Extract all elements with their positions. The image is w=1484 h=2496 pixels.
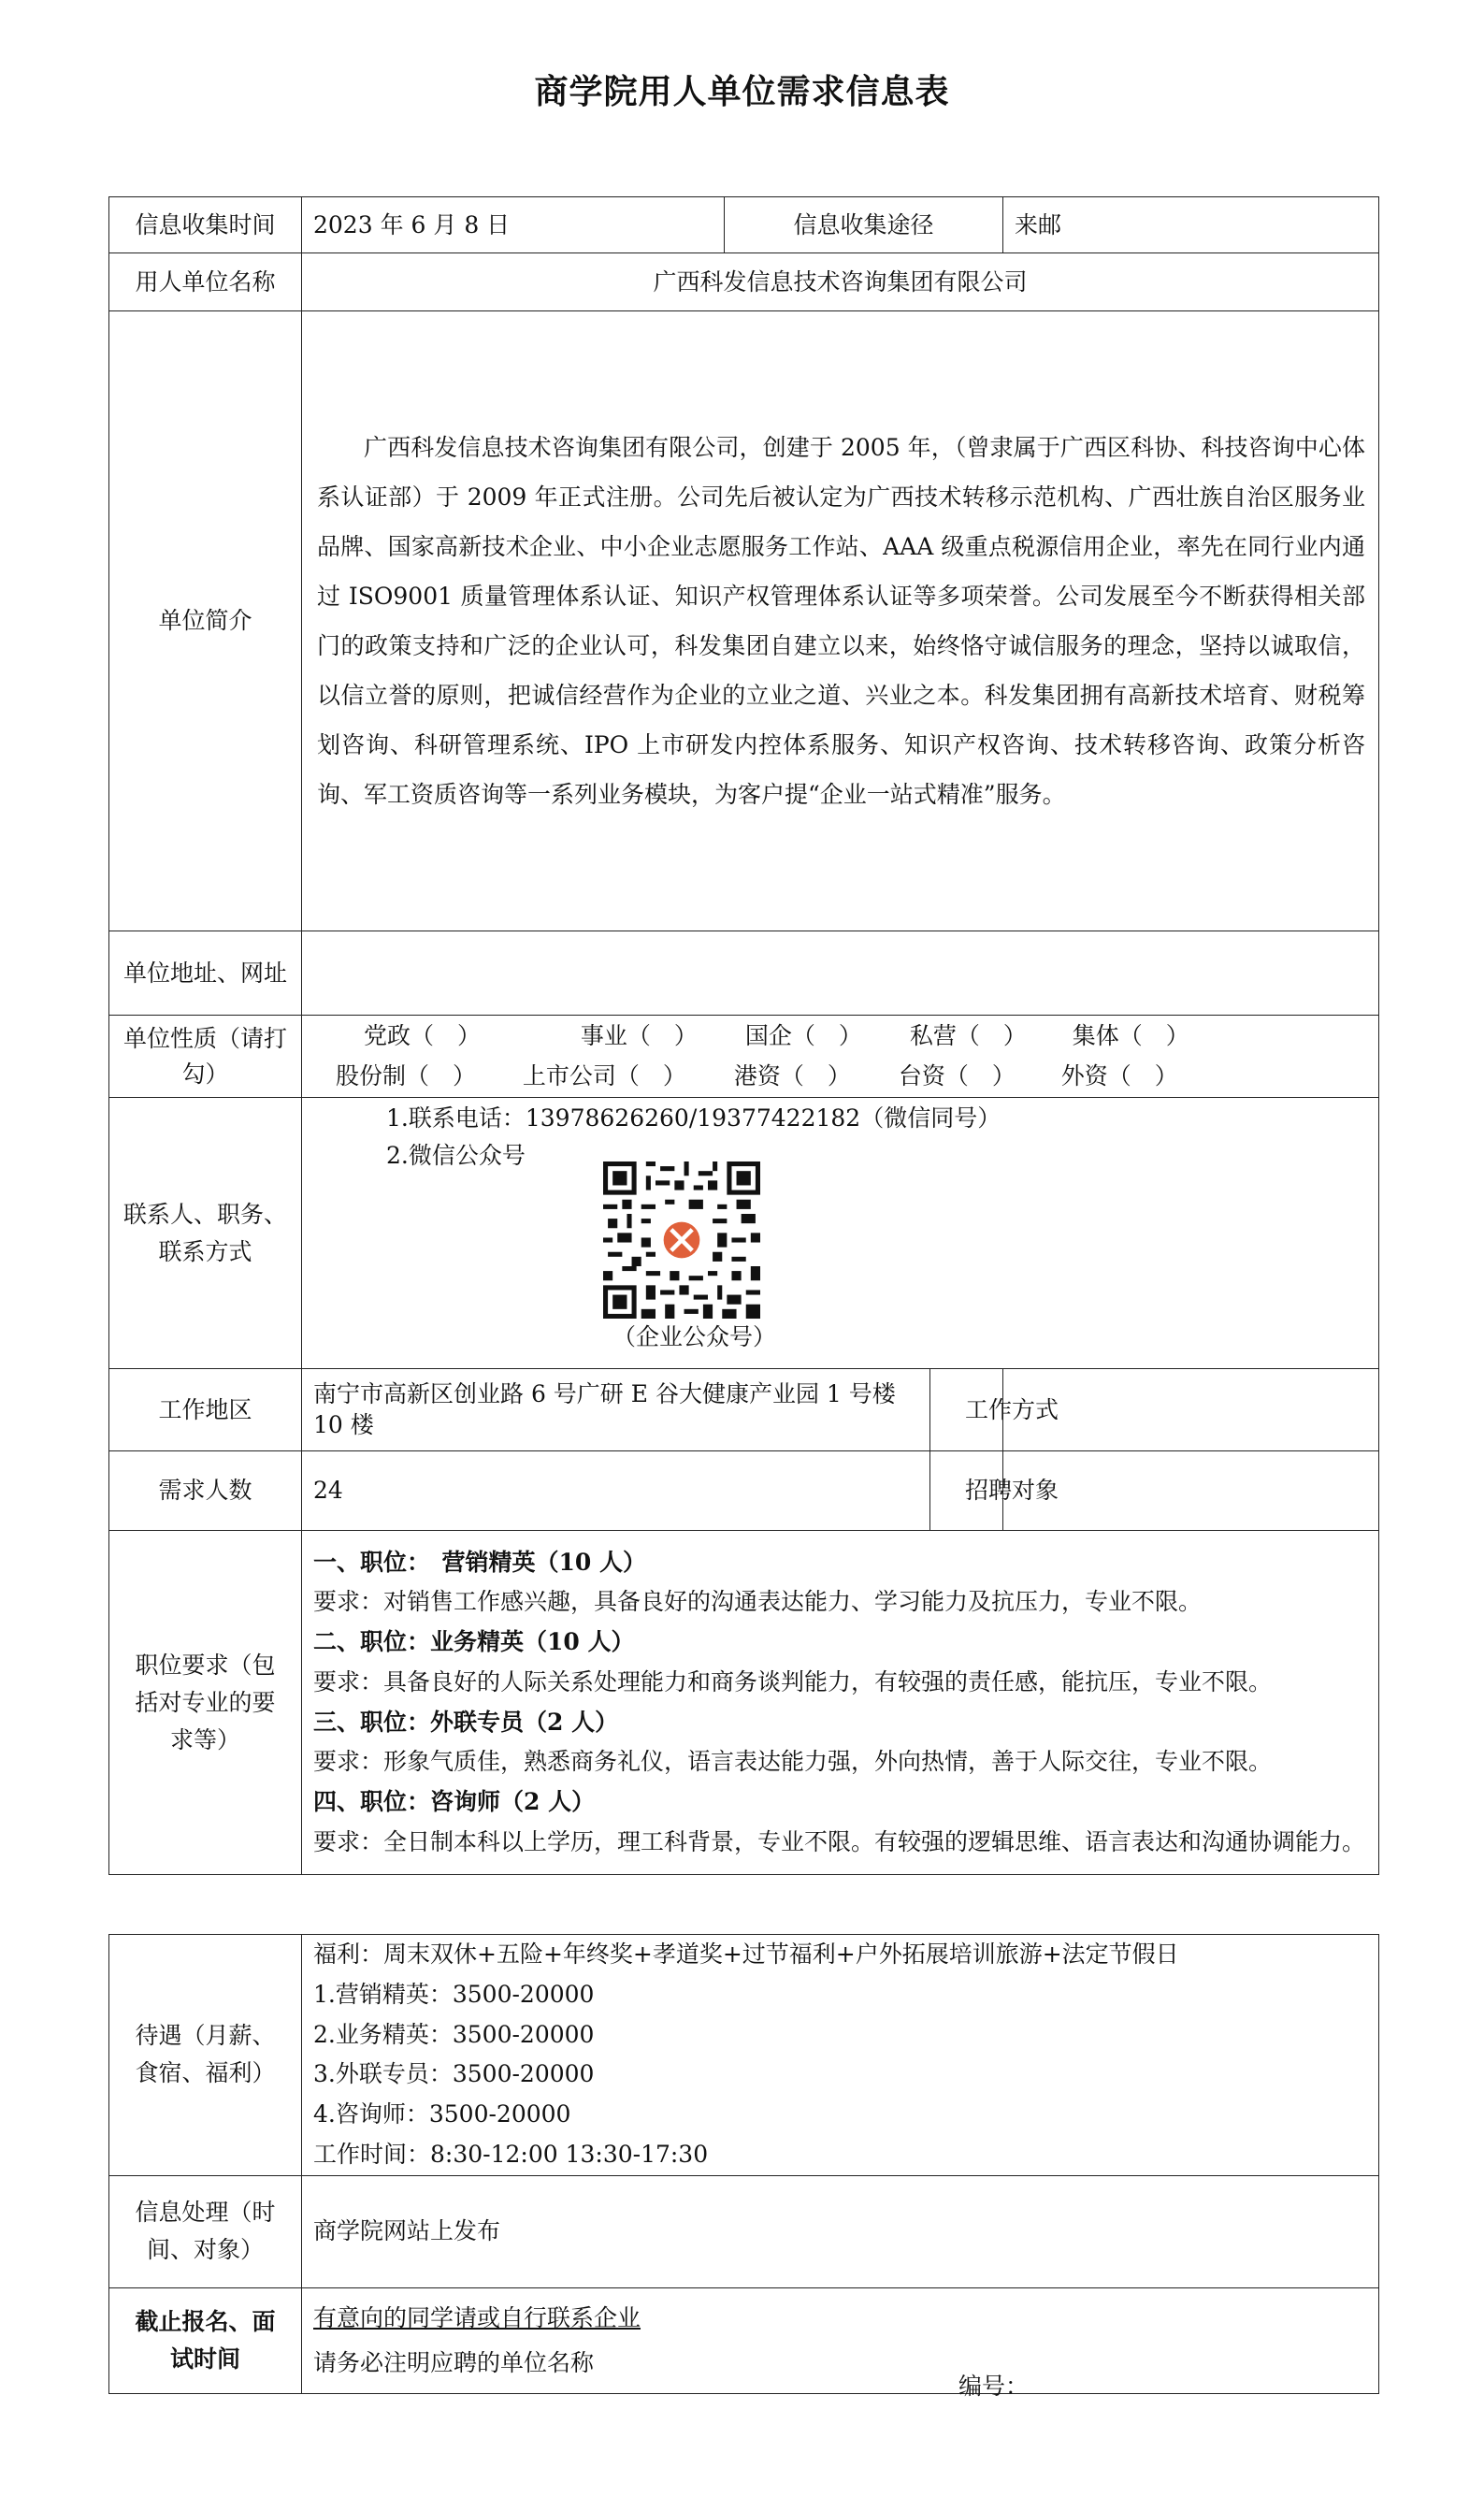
label-collect-channel: 信息收集途径 xyxy=(725,197,1003,253)
intro-text: 广西科发信息技术咨询集团有限公司，创建于 2005 年，（曾隶属于广西区科协、科技咨询中心体系认证部）于 2009 年正式注册。公司先后被认定为广西技术转移示范机构、广西壮族自治区服务业品牌、国家高新技术企业、中小企业志愿服务工作站、AAA 级重点税源信用企业，率先在同行业内通过 ISO9001 质量管理体系认证、知识产权管理体系认证等多项荣誉。公司发展至今不断获得相关部门的政策支持和广泛的企业认可，科发集团自建立以来，始终恪守诚信服务的理念，坚持以诚取信，以信立誉的原则，把诚信经营作为企业的立业之道、兴业之本。科发集团拥有高新技术培育、财税筹划咨询、科研管理系统、IPO 上市研发内控体系服务、知识产权咨询、技术转移咨询、政策分析咨询、军工资质咨询等一系列业务模块，为客户提“企业一站式精准”服务。 xyxy=(317,434,1366,808)
collect-channel: 来邮 xyxy=(1003,197,1379,253)
label-work-area: 工作地区 xyxy=(109,1369,302,1451)
nature-option[interactable]: 上市公司（ ） xyxy=(522,1061,686,1089)
nature-option[interactable]: 党政（ ） xyxy=(363,1022,481,1049)
collect-date: 2023 年 6 月 8 日 xyxy=(302,197,725,253)
wechat-qr-code-icon xyxy=(603,1161,760,1319)
benefit-line: 1.营销精英：3500-20000 xyxy=(313,1980,595,2008)
info-processing: 商学院网站上发布 xyxy=(302,2175,1379,2287)
label-collect-date: 信息收集时间 xyxy=(109,197,302,253)
nature-option[interactable]: 台资（ ） xyxy=(898,1061,1016,1089)
benefits-table xyxy=(108,1934,1379,2394)
deadline-line: 有意向的同学请或自行联系企业 xyxy=(313,2304,641,2331)
nature-option[interactable]: 外资（ ） xyxy=(1060,1061,1178,1089)
label-recruit-target: 招聘对象 xyxy=(930,1451,1003,1531)
label-company-intro: 单位简介 xyxy=(109,311,302,931)
work-area: 南宁市高新区创业路 6 号广研 E 谷大健康产业园 1 号楼 10 楼 xyxy=(302,1369,930,1451)
job-requirement: 要求：对销售工作感兴趣，具备良好的沟通表达能力、学习能力及抗压力，专业不限。 xyxy=(313,1588,1203,1616)
qr-caption: （企业公众号） xyxy=(612,1323,777,1350)
job-title: 一、职位： 营销精英（10 人） xyxy=(313,1548,646,1576)
benefit-line: 工作时间：8:30-12:00 13:30-17:30 xyxy=(313,2140,709,2168)
label-address: 单位地址、网址 xyxy=(109,931,302,1016)
job-requirements xyxy=(302,1531,1379,1875)
nature-row-1 xyxy=(315,1017,1367,1057)
nature-option[interactable]: 集体（ ） xyxy=(1072,1022,1189,1049)
label-company-nature: 单位性质（请打勾） xyxy=(109,1016,302,1098)
benefit-line: 3.外联专员：3500-20000 xyxy=(313,2060,595,2088)
job-requirement: 要求：全日制本科以上学历，理工科背景，专业不限。有较强的逻辑思维、语言表达和沟通协调能力。 xyxy=(313,1827,1366,1855)
company-intro xyxy=(302,311,1379,931)
benefit-line: 2.业务精英：3500-20000 xyxy=(313,2020,595,2048)
job-title: 四、职位：咨询师（2 人） xyxy=(313,1788,596,1815)
benefits-list xyxy=(302,1935,1379,2176)
nature-option[interactable]: 私营（ ） xyxy=(909,1022,1027,1049)
page-title: 商学院用人单位需求信息表 xyxy=(534,72,950,111)
company-name: 广西科发信息技术咨询集团有限公司 xyxy=(302,253,1379,311)
info-table xyxy=(108,196,1379,1875)
contact-cell xyxy=(302,1098,1379,1369)
label-deadline: 截止报名、面试时间 xyxy=(109,2287,302,2393)
deadline-note: 请务必注明应聘的单位名称 xyxy=(313,2348,595,2376)
label-company-name: 用人单位名称 xyxy=(109,253,302,311)
label-info-processing: 信息处理（时间、对象） xyxy=(109,2175,302,2287)
label-benefits: 待遇（月薪、食宿、福利） xyxy=(109,1935,302,2176)
label-work-mode: 工作方式 xyxy=(930,1369,1003,1451)
nature-option[interactable]: 港资（ ） xyxy=(733,1061,851,1089)
job-requirement: 要求：具备良好的人际关系处理能力和商务谈判能力，有较强的责任感，能抗压，专业不限。 xyxy=(313,1667,1273,1695)
job-requirement: 要求：形象气质佳，熟悉商务礼仪，语言表达能力强，外向热情，善于人际交往，专业不限。 xyxy=(313,1748,1273,1776)
label-headcount: 需求人数 xyxy=(109,1451,302,1531)
address-value xyxy=(302,931,1379,1016)
company-nature-options xyxy=(302,1016,1379,1098)
contact-phone: 1.联系电话：13978626260/19377422182（微信同号） xyxy=(386,1104,1001,1132)
benefit-line: 福利：周末双休+五险+年终奖+孝道奖+过节福利+户外拓展培训旅游+法定节假日 xyxy=(313,1941,1179,1968)
contact-wechat-label: 2.微信公众号 xyxy=(386,1142,526,1169)
label-contact: 联系人、职务、联系方式 xyxy=(109,1098,302,1369)
benefit-line: 4.咨询师：3500-20000 xyxy=(313,2100,571,2128)
nature-option[interactable]: 股份制（ ） xyxy=(335,1061,476,1089)
deadline-cell xyxy=(302,2287,1379,2393)
recruit-target xyxy=(1003,1451,1379,1531)
headcount: 24 xyxy=(302,1451,930,1531)
label-job-requirements: 职位要求（包括对专业的要求等） xyxy=(109,1531,302,1875)
nature-option[interactable]: 国企（ ） xyxy=(744,1022,862,1049)
nature-option[interactable]: 事业（ ） xyxy=(580,1022,698,1049)
nature-row-2 xyxy=(315,1057,1367,1097)
form-number-label: 编号： xyxy=(958,2373,1030,2400)
job-title: 二、职位：业务精英（10 人） xyxy=(313,1628,635,1655)
job-title: 三、职位：外联专员（2 人） xyxy=(313,1708,619,1736)
work-mode xyxy=(1003,1369,1379,1451)
